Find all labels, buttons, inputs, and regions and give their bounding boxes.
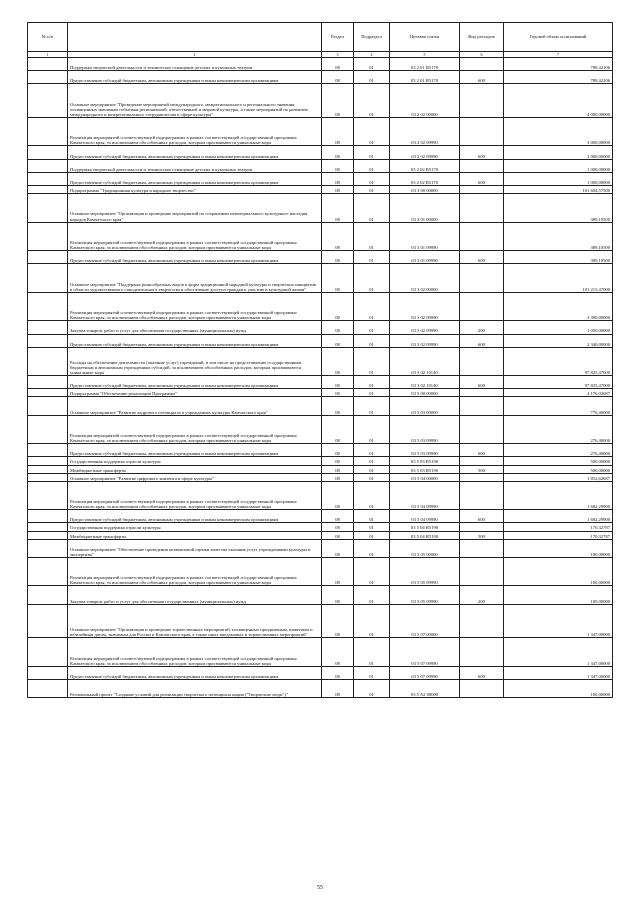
row-expense-type-cell xyxy=(460,523,504,531)
row-razdel-cell: 08 xyxy=(322,71,354,84)
row-annual-sum-cell: 788,42106 xyxy=(504,71,613,84)
row-number-cell xyxy=(28,397,68,415)
row-expense-type-cell: 600 xyxy=(460,444,504,457)
row-podrazdel-cell: 01 xyxy=(354,84,390,118)
row-annual-sum-cell: 100,00000 xyxy=(504,679,613,697)
row-podrazdel-cell: 01 xyxy=(354,531,390,539)
row-target-article-cell: 03 2 02 R5170 xyxy=(390,159,460,172)
row-annual-sum-cell: 4 000,00000 xyxy=(504,84,613,118)
row-razdel-cell: 08 xyxy=(322,58,354,71)
row-name-cell: Предоставление субсидий бюджетным, автономным учреждениям и иным некоммерческим организациям xyxy=(68,251,322,264)
row-podrazdel-cell: 01 xyxy=(354,292,390,321)
row-name-cell: Государственная поддержка отрасли культуры xyxy=(68,523,322,531)
row-razdel-cell: 08 xyxy=(322,321,354,334)
row-expense-type-cell xyxy=(460,638,504,667)
row-target-article-cell: 03 2 02 09990 xyxy=(390,146,460,159)
row-expense-type-cell xyxy=(460,264,504,293)
row-annual-sum-cell: 1 050,00000 xyxy=(504,321,613,334)
row-expense-type-cell xyxy=(460,397,504,415)
row-podrazdel-cell: 01 xyxy=(354,510,390,523)
row-expense-type-cell xyxy=(460,557,504,586)
row-razdel-cell: 08 xyxy=(322,415,354,444)
row-name-cell: Поддержка творческой деятельности и техническое оснащение детских и кукольных театров xyxy=(68,159,322,172)
row-target-article-cell: 03 2 02 R5170 xyxy=(390,172,460,185)
row-name-cell: Подпрограмма "Обеспечение реализации Программы" xyxy=(68,389,322,397)
row-number-cell xyxy=(28,586,68,604)
row-target-article-cell: 03 5 03 R5190 xyxy=(390,457,460,465)
row-razdel-cell: 08 xyxy=(322,251,354,264)
row-target-article-cell: 03 5 00 00000 xyxy=(390,389,460,397)
table-row xyxy=(28,415,613,444)
row-podrazdel-cell: 01 xyxy=(354,251,390,264)
row-razdel-cell: 08 xyxy=(322,84,354,118)
row-expense-type-cell xyxy=(460,481,504,510)
row-razdel-cell: 08 xyxy=(322,666,354,679)
row-expense-type-cell: 600 xyxy=(460,666,504,679)
budget-table-sheet xyxy=(27,22,612,698)
header-annual-sum: Годовой объем ассигнований xyxy=(504,23,613,52)
row-podrazdel-cell: 01 xyxy=(354,264,390,293)
row-target-article-cell: 03 2 01 R5170 xyxy=(390,71,460,84)
table-row xyxy=(28,194,613,223)
row-target-article-cell: 03 3 02 09990 xyxy=(390,292,460,321)
row-number-cell xyxy=(28,334,68,347)
row-annual-sum-cell: 500,00000 xyxy=(504,465,613,473)
row-expense-type-cell: 600 xyxy=(460,376,504,389)
row-target-article-cell: 03 5 03 00000 xyxy=(390,397,460,415)
row-razdel-cell: 08 xyxy=(322,347,354,376)
row-podrazdel-cell: 01 xyxy=(354,186,390,194)
row-target-article-cell: 03 3 02 10140 xyxy=(390,347,460,376)
row-number-cell xyxy=(28,58,68,71)
row-target-article-cell: 03 5 07 09990 xyxy=(390,638,460,667)
row-name-cell: Предоставление субсидий бюджетным, автономным учреждениям и иным некоммерческим организациям xyxy=(68,71,322,84)
header-podrazdel: Подраздел xyxy=(354,23,390,52)
row-number-cell xyxy=(28,292,68,321)
row-annual-sum-cell: 1 000,00000 xyxy=(504,172,613,185)
row-name-cell: Реализация мероприятий соответствующей подпрограммы в рамках соответствующей государственной программы Камчатского края, за исключением обособленных расходов, которым присваиваются уникальные коды xyxy=(68,481,322,510)
row-expense-type-cell xyxy=(460,347,504,376)
header-target-article: Целевая статья xyxy=(390,23,460,52)
row-razdel-cell: 08 xyxy=(322,523,354,531)
row-annual-sum-cell: 1 000,00000 xyxy=(504,159,613,172)
row-number-cell xyxy=(28,465,68,473)
column-number: 5 xyxy=(390,52,460,58)
row-name-cell: Предоставление субсидий бюджетным, автономным учреждениям и иным некоммерческим организациям xyxy=(68,146,322,159)
row-podrazdel-cell: 01 xyxy=(354,172,390,185)
row-podrazdel-cell: 01 xyxy=(354,523,390,531)
row-target-article-cell: 03 3 02 00000 xyxy=(390,264,460,293)
row-razdel-cell: 08 xyxy=(322,481,354,510)
row-name-cell: Реализация мероприятий соответствующей подпрограммы в рамках соответствующей государственной программы Камчатского края, за исключением обособленных расходов, которым присваиваются уникальные коды xyxy=(68,557,322,586)
table-row xyxy=(28,604,613,638)
row-razdel-cell: 08 xyxy=(322,292,354,321)
table-row xyxy=(28,531,613,539)
row-expense-type-cell xyxy=(460,292,504,321)
row-name-cell: Предоставление субсидий бюджетным, автономным учреждениям и иным некоммерческим организациям xyxy=(68,510,322,523)
row-annual-sum-cell: 1 347,00000 xyxy=(504,638,613,667)
row-expense-type-cell: 600 xyxy=(460,71,504,84)
row-podrazdel-cell: 01 xyxy=(354,444,390,457)
row-target-article-cell: 03 5 07 09990 xyxy=(390,666,460,679)
row-number-cell xyxy=(28,321,68,334)
table-row xyxy=(28,523,613,531)
table-row xyxy=(28,510,613,523)
row-podrazdel-cell: 01 xyxy=(354,604,390,638)
row-annual-sum-cell: 389,10500 xyxy=(504,251,613,264)
table-row xyxy=(28,186,613,194)
page-number: 55 xyxy=(317,885,323,891)
row-target-article-cell: 03 3 00 00000 xyxy=(390,186,460,194)
row-expense-type-cell xyxy=(460,604,504,638)
row-target-article-cell: 03 3 01 09990 xyxy=(390,222,460,251)
row-target-article-cell: 03 5 05 09990 xyxy=(390,557,460,586)
row-target-article-cell: 03 3 01 09990 xyxy=(390,251,460,264)
row-number-cell xyxy=(28,679,68,697)
table-row xyxy=(28,679,613,697)
row-razdel-cell: 08 xyxy=(322,539,354,557)
row-annual-sum-cell: 3 000,00000 xyxy=(504,146,613,159)
row-number-cell xyxy=(28,604,68,638)
row-annual-sum-cell: 100,00000 xyxy=(504,557,613,586)
row-annual-sum-cell: 4 176,02687 xyxy=(504,389,613,397)
row-razdel-cell: 08 xyxy=(322,146,354,159)
row-target-article-cell: 03 2 02 00000 xyxy=(390,84,460,118)
header-name xyxy=(68,23,322,52)
header-razdel: Раздел xyxy=(322,23,354,52)
row-razdel-cell: 08 xyxy=(322,389,354,397)
row-target-article-cell: 03 5 04 R5190 xyxy=(390,523,460,531)
row-razdel-cell: 08 xyxy=(322,376,354,389)
row-podrazdel-cell: 01 xyxy=(354,679,390,697)
row-target-article-cell: 03 5 04 09990 xyxy=(390,510,460,523)
row-podrazdel-cell: 01 xyxy=(354,347,390,376)
row-podrazdel-cell: 01 xyxy=(354,146,390,159)
row-number-cell xyxy=(28,523,68,531)
row-razdel-cell: 08 xyxy=(322,444,354,457)
table-row xyxy=(28,481,613,510)
row-name-cell: Реализация мероприятий соответствующей подпрограммы в рамках соответствующей государственной программы Камчатского края, за исключением обособленных расходов, которым присваиваются уникальные коды xyxy=(68,292,322,321)
row-number-cell xyxy=(28,159,68,172)
row-annual-sum-cell: 170,32787 xyxy=(504,531,613,539)
row-expense-type-cell xyxy=(460,389,504,397)
row-annual-sum-cell: 500,00000 xyxy=(504,457,613,465)
row-name-cell: Основное мероприятие "Поддержка разнообразных видов и форм традиционной народной культуры и творческих инициатив в области художественного самодеятельного творчества и обеспечение доступа граждан к участию в культурной жизни" xyxy=(68,264,322,293)
row-expense-type-cell: 600 xyxy=(460,146,504,159)
row-name-cell: Основное мероприятие "Организация и проведение торжественных мероприятий, посвященных праздничным, памятным и юбилейным датам, значимым для России и Камчатского края, а также иных внедомовых и торжественных мероприятий" xyxy=(68,604,322,638)
row-razdel-cell: 08 xyxy=(322,457,354,465)
row-number-cell xyxy=(28,251,68,264)
row-name-cell: Основное мероприятие "Развитие кадрового потенциала в учреждениях культуры Камчатского края" xyxy=(68,397,322,415)
table-row xyxy=(28,334,613,347)
table-row xyxy=(28,473,613,481)
row-podrazdel-cell: 01 xyxy=(354,465,390,473)
row-target-article-cell: 03 5 05 00000 xyxy=(390,539,460,557)
row-expense-type-cell xyxy=(460,186,504,194)
table-row xyxy=(28,539,613,557)
row-annual-sum-cell: 389,10500 xyxy=(504,222,613,251)
row-podrazdel-cell: 01 xyxy=(354,334,390,347)
row-name-cell: Основное мероприятие "Организация и проведение мероприятий по сохранению нематериального культурного наследия народов Камчатского края" xyxy=(68,194,322,223)
table-row xyxy=(28,84,613,118)
table-header-row xyxy=(28,23,613,52)
table-row xyxy=(28,264,613,293)
table-row xyxy=(28,376,613,389)
row-number-cell xyxy=(28,84,68,118)
row-name-cell: Реализация мероприятий соответствующей подпрограммы в рамках соответствующей государственной программы Камчатского края, за исключением обособленных расходов, которым присваиваются уникальные коды xyxy=(68,415,322,444)
table-row xyxy=(28,251,613,264)
row-expense-type-cell xyxy=(460,222,504,251)
table-body xyxy=(28,58,613,698)
table-row xyxy=(28,71,613,84)
row-expense-type-cell xyxy=(460,539,504,557)
row-razdel-cell: 08 xyxy=(322,679,354,697)
row-name-cell: Закупка товаров, работ и услуг для обеспечения государственных (муниципальных) нужд xyxy=(68,321,322,334)
row-razdel-cell: 08 xyxy=(322,186,354,194)
row-podrazdel-cell: 01 xyxy=(354,638,390,667)
row-podrazdel-cell: 01 xyxy=(354,321,390,334)
row-name-cell: Предоставление субсидий бюджетным, автономным учреждениям и иным некоммерческим организациям xyxy=(68,376,322,389)
row-expense-type-cell xyxy=(460,473,504,481)
row-number-cell xyxy=(28,347,68,376)
row-podrazdel-cell: 01 xyxy=(354,194,390,223)
row-razdel-cell: 08 xyxy=(322,334,354,347)
row-podrazdel-cell: 01 xyxy=(354,159,390,172)
row-razdel-cell: 08 xyxy=(322,159,354,172)
row-podrazdel-cell: 01 xyxy=(354,415,390,444)
column-number: 7 xyxy=(504,52,613,58)
row-podrazdel-cell: 01 xyxy=(354,58,390,71)
row-podrazdel-cell: 01 xyxy=(354,666,390,679)
row-name-cell: Расходы на обеспечение деятельности (оказание услуг) учреждений, в том числе на предоставление государственным бюджетным и автономным учреждениям субсидий, за исключением обособленных расходов, которым присваиваются уникальные коды xyxy=(68,347,322,376)
row-annual-sum-cell: 3 000,00000 xyxy=(504,117,613,146)
row-expense-type-cell xyxy=(460,194,504,223)
row-podrazdel-cell: 01 xyxy=(354,539,390,557)
table-row xyxy=(28,586,613,604)
row-expense-type-cell: 200 xyxy=(460,586,504,604)
row-podrazdel-cell: 01 xyxy=(354,557,390,586)
row-name-cell: Реализация мероприятий соответствующей подпрограммы в рамках соответствующей государственной программы Камчатского края, за исключением обособленных расходов, которым присваиваются уникальные коды xyxy=(68,638,322,667)
row-annual-sum-cell: 1 682,29900 xyxy=(504,481,613,510)
row-annual-sum-cell: 101 604,57500 xyxy=(504,186,613,194)
table-row xyxy=(28,172,613,185)
row-podrazdel-cell: 01 xyxy=(354,457,390,465)
row-number-cell xyxy=(28,481,68,510)
column-number: 2 xyxy=(68,52,322,58)
row-razdel-cell: 08 xyxy=(322,473,354,481)
row-target-article-cell: 03 5 03 09990 xyxy=(390,415,460,444)
row-name-cell: Реализация мероприятий соответствующей подпрограммы в рамках соответствующей государственной программы Камчатского края, за исключением обособленных расходов, которым присваиваются уникальные коды xyxy=(68,222,322,251)
row-podrazdel-cell: 01 xyxy=(354,481,390,510)
row-expense-type-cell: 600 xyxy=(460,510,504,523)
row-expense-type-cell: 200 xyxy=(460,321,504,334)
row-annual-sum-cell: 2 340,00000 xyxy=(504,334,613,347)
row-razdel-cell: 08 xyxy=(322,222,354,251)
row-number-cell xyxy=(28,146,68,159)
row-name-cell: Реализация мероприятий соответствующей подпрограммы в рамках соответствующей государственной программы Камчатского края, за исключением обособленных расходов, которым присваиваются уникальные коды xyxy=(68,117,322,146)
row-annual-sum-cell: 1 852,62687 xyxy=(504,473,613,481)
row-expense-type-cell xyxy=(460,159,504,172)
row-annual-sum-cell: 101 215,47000 xyxy=(504,264,613,293)
row-number-cell xyxy=(28,172,68,185)
row-target-article-cell: 03 5 03 09990 xyxy=(390,444,460,457)
header-num: № п/п xyxy=(28,23,68,52)
row-podrazdel-cell: 01 xyxy=(354,117,390,146)
row-expense-type-cell: 600 xyxy=(460,334,504,347)
row-annual-sum-cell: 100,00000 xyxy=(504,586,613,604)
row-target-article-cell: 03 5 03 R5190 xyxy=(390,465,460,473)
row-name-cell: Поддержка творческой деятельности и техническое оснащение детских и кукольных театров xyxy=(68,58,322,71)
row-name-cell: Предоставление субсидий бюджетным, автономным учреждениям и иным некоммерческим организациям xyxy=(68,666,322,679)
table-row xyxy=(28,58,613,71)
row-expense-type-cell xyxy=(460,117,504,146)
row-name-cell: Государственная поддержка отрасли культуры xyxy=(68,457,322,465)
row-number-cell xyxy=(28,539,68,557)
row-number-cell xyxy=(28,557,68,586)
row-number-cell xyxy=(28,510,68,523)
table-row xyxy=(28,397,613,415)
row-annual-sum-cell: 100,00000 xyxy=(504,539,613,557)
row-annual-sum-cell: 3 390,00000 xyxy=(504,292,613,321)
row-target-article-cell: 03 5 04 R5190 xyxy=(390,531,460,539)
row-expense-type-cell: 500 xyxy=(460,465,504,473)
row-razdel-cell: 08 xyxy=(322,586,354,604)
row-name-cell: Основное мероприятие "Проведение мероприятий международного, межрегионального и регионального значения, посвященных значимым событиям региональной, отечественной и мировой культуры, а также мероприятий по развитию международного и межрегионального сотрудничества в сфере культуры" xyxy=(68,84,322,118)
row-annual-sum-cell: 776,40000 xyxy=(504,397,613,415)
row-podrazdel-cell: 01 xyxy=(354,222,390,251)
row-target-article-cell: 03 5 04 09990 xyxy=(390,481,460,510)
row-target-article-cell: 03 5 A2 00000 xyxy=(390,679,460,697)
row-number-cell xyxy=(28,71,68,84)
row-number-cell xyxy=(28,444,68,457)
row-annual-sum-cell: 389,10500 xyxy=(504,194,613,223)
row-razdel-cell: 08 xyxy=(322,194,354,223)
table-row xyxy=(28,321,613,334)
header-expense-type: Вид расходов xyxy=(460,23,504,52)
row-name-cell: Предоставление субсидий бюджетным, автономным учреждениям и иным некоммерческим организациям xyxy=(68,334,322,347)
row-expense-type-cell xyxy=(460,58,504,71)
row-target-article-cell: 03 3 01 00000 xyxy=(390,194,460,223)
row-target-article-cell: 03 5 04 00000 xyxy=(390,473,460,481)
row-number-cell xyxy=(28,222,68,251)
row-razdel-cell: 08 xyxy=(322,172,354,185)
row-podrazdel-cell: 01 xyxy=(354,389,390,397)
row-annual-sum-cell: 1 347,00000 xyxy=(504,666,613,679)
row-number-cell xyxy=(28,186,68,194)
row-annual-sum-cell: 1 682,29900 xyxy=(504,510,613,523)
row-number-cell xyxy=(28,415,68,444)
row-number-cell xyxy=(28,531,68,539)
budget-table xyxy=(27,22,613,698)
row-razdel-cell: 08 xyxy=(322,531,354,539)
row-expense-type-cell: 500 xyxy=(460,531,504,539)
row-target-article-cell: 03 2 01 R5170 xyxy=(390,58,460,71)
row-razdel-cell: 08 xyxy=(322,604,354,638)
row-target-article-cell: 03 3 02 10140 xyxy=(390,376,460,389)
row-podrazdel-cell: 01 xyxy=(354,397,390,415)
table-row xyxy=(28,465,613,473)
row-name-cell: Межбюджетные трансферты xyxy=(68,465,322,473)
row-podrazdel-cell: 01 xyxy=(354,71,390,84)
row-annual-sum-cell: 276,40000 xyxy=(504,444,613,457)
row-expense-type-cell: 600 xyxy=(460,172,504,185)
table-row xyxy=(28,117,613,146)
row-number-cell xyxy=(28,457,68,465)
row-annual-sum-cell: 788,42106 xyxy=(504,58,613,71)
table-row xyxy=(28,347,613,376)
row-number-cell xyxy=(28,264,68,293)
row-name-cell: Предоставление субсидий бюджетным, автономным учреждениям и иным некоммерческим организациям xyxy=(68,444,322,457)
row-razdel-cell: 08 xyxy=(322,638,354,667)
row-razdel-cell: 08 xyxy=(322,557,354,586)
table-row xyxy=(28,146,613,159)
table-row xyxy=(28,666,613,679)
table-row xyxy=(28,222,613,251)
row-name-cell: Межбюджетные трансферты xyxy=(68,531,322,539)
row-podrazdel-cell: 01 xyxy=(354,473,390,481)
row-razdel-cell: 08 xyxy=(322,510,354,523)
row-name-cell: Предоставление субсидий бюджетным, автономным учреждениям и иным некоммерческим организациям xyxy=(68,172,322,185)
row-expense-type-cell xyxy=(460,84,504,118)
row-target-article-cell: 03 5 05 09990 xyxy=(390,586,460,604)
row-annual-sum-cell: 170,32787 xyxy=(504,523,613,531)
table-row xyxy=(28,159,613,172)
table-row xyxy=(28,444,613,457)
row-podrazdel-cell: 01 xyxy=(354,376,390,389)
column-number: 1 xyxy=(28,52,68,58)
row-name-cell: Закупка товаров, работ и услуг для обеспечения государственных (муниципальных) нужд xyxy=(68,586,322,604)
row-name-cell: Основное мероприятие "Обеспечение проведения независимой оценки качества оказания услуг учреждениями культуры и экспертизы" xyxy=(68,539,322,557)
column-number: 4 xyxy=(354,52,390,58)
row-number-cell xyxy=(28,473,68,481)
row-target-article-cell: 03 2 02 09990 xyxy=(390,117,460,146)
row-annual-sum-cell: 276,40000 xyxy=(504,415,613,444)
row-target-article-cell: 03 5 07 00000 xyxy=(390,604,460,638)
row-expense-type-cell xyxy=(460,457,504,465)
row-razdel-cell: 08 xyxy=(322,264,354,293)
row-number-cell xyxy=(28,376,68,389)
table-row xyxy=(28,638,613,667)
row-name-cell: Основное мероприятие "Развитие цифрового контента в сфере культуры" xyxy=(68,473,322,481)
row-name-cell: Подпрограмма "Традиционная культура и народное творчество" xyxy=(68,186,322,194)
row-annual-sum-cell: 97 825,47000 xyxy=(504,347,613,376)
row-number-cell xyxy=(28,638,68,667)
row-expense-type-cell xyxy=(460,415,504,444)
row-annual-sum-cell: 97 825,47000 xyxy=(504,376,613,389)
row-name-cell: Региональный проект "Создание условий для реализации творческого потенциала нации ("Творческие люди")" xyxy=(68,679,322,697)
row-number-cell xyxy=(28,666,68,679)
row-podrazdel-cell: 01 xyxy=(354,586,390,604)
table-row xyxy=(28,557,613,586)
row-annual-sum-cell: 1 347,00000 xyxy=(504,604,613,638)
row-number-cell xyxy=(28,389,68,397)
row-razdel-cell: 08 xyxy=(322,117,354,146)
table-row xyxy=(28,457,613,465)
column-number: 6 xyxy=(460,52,504,58)
row-target-article-cell: 03 3 02 09990 xyxy=(390,334,460,347)
row-razdel-cell: 08 xyxy=(322,465,354,473)
row-expense-type-cell xyxy=(460,679,504,697)
row-target-article-cell: 03 3 02 09990 xyxy=(390,321,460,334)
row-expense-type-cell: 600 xyxy=(460,251,504,264)
table-row xyxy=(28,292,613,321)
row-razdel-cell: 08 xyxy=(322,397,354,415)
column-number: 3 xyxy=(322,52,354,58)
row-number-cell xyxy=(28,194,68,223)
table-row xyxy=(28,389,613,397)
row-number-cell xyxy=(28,117,68,146)
